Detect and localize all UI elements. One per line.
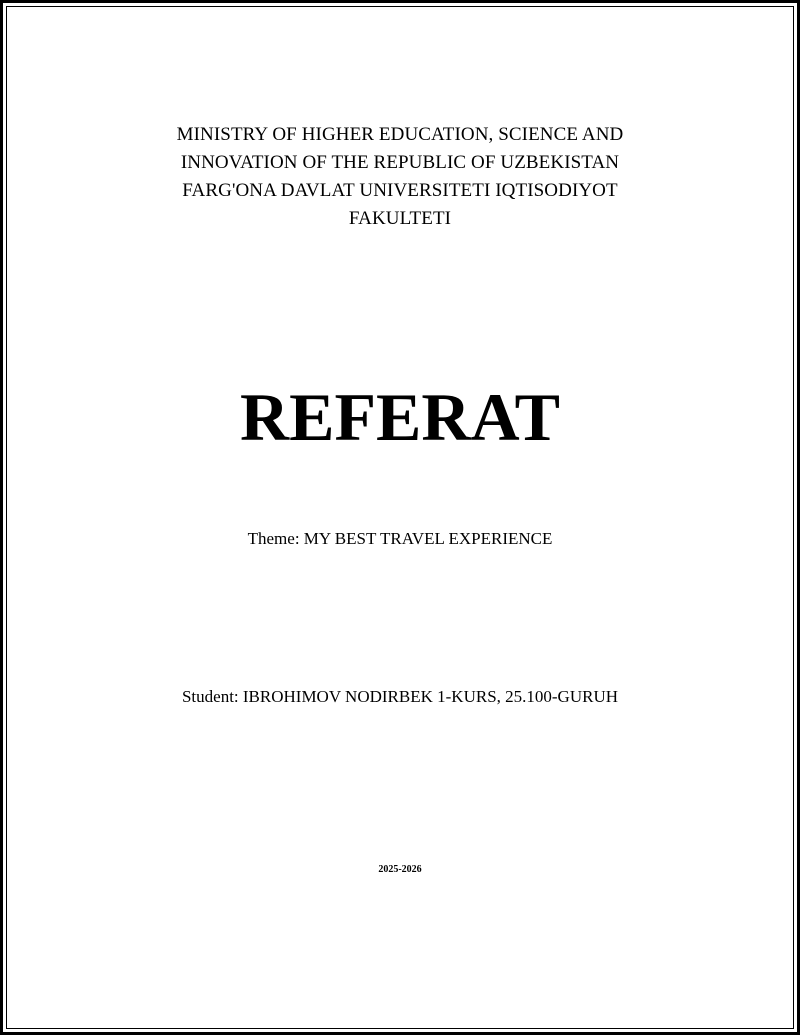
header-line-ministry: MINISTRY OF HIGHER EDUCATION, SCIENCE AND — [176, 124, 624, 145]
academic-year: 2025-2026 — [378, 864, 422, 875]
header-line-faculty: FAKULTETI — [348, 208, 452, 229]
institution-header — [0, 121, 800, 233]
header-line-innovation: INNOVATION OF THE REPUBLIC OF UZBEKISTAN — [180, 152, 620, 173]
document-title: REFERAT — [240, 379, 560, 455]
header-line-university: FARG'ONA DAVLAT UNIVERSITETI IQTISODIYOT — [182, 180, 618, 201]
student-info: Student: IBROHIMOV NODIRBEK 1-KURS, 25.100-GURUH — [181, 687, 619, 706]
theme-text: Theme: MY BEST TRAVEL EXPERIENCE — [247, 529, 553, 548]
